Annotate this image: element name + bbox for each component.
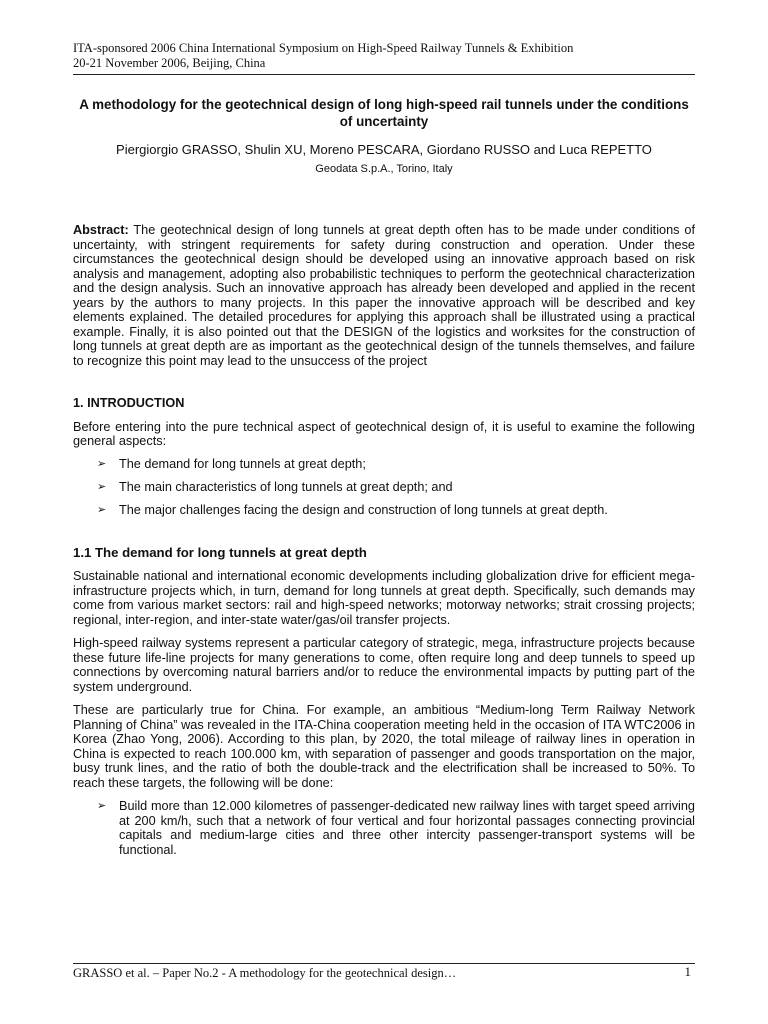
abstract-label: Abstract: bbox=[73, 223, 129, 237]
section-1-1-paragraph-2: High-speed railway systems represent a particular category of strategic, mega, infrastructure projects because these future life-line projects for many generations to come, often require long and deep tunnels to speed up connections by overcoming natural barriers and/or to reduce the environmental impacts by putting part of the system underground. bbox=[73, 636, 695, 694]
section-1-1-bullet-list bbox=[73, 799, 695, 857]
list-item bbox=[73, 480, 695, 495]
section-heading-introduction: 1. INTRODUCTION bbox=[73, 396, 185, 410]
section-1-1-paragraph-3: These are particularly true for China. For example, an ambitious “Medium-long Term Railway Network Planning of China” was revealed in the ITA-China cooperation meeting held in the occasion of ITA WTC2006 in Korea (Zhao Yong, 2006). According to this plan, by 2020, the total mileage of railway lines in operation in China is expected to reach 100.000 km, with separation of passenger and goods transportation on the major, busy trunk lines, and the ratio of both the double-track and the electrification shall be increased to 50%. To reach these targets, the following will be done: bbox=[73, 703, 695, 790]
intro-bullet-list bbox=[73, 457, 695, 518]
arrow-bullet-icon: ➢ bbox=[97, 800, 107, 813]
intro-paragraph: Before entering into the pure technical aspect of geotechnical design of, it is useful to examine the following general aspects: bbox=[73, 419, 695, 448]
list-item bbox=[73, 503, 695, 518]
paper-title: A methodology for the geotechnical design of long high-speed rail tunnels under the conditions of uncertainty bbox=[79, 97, 689, 129]
list-item-text: The demand for long tunnels at great depth; bbox=[119, 457, 366, 472]
running-footer bbox=[73, 966, 695, 981]
arrow-bullet-icon: ➢ bbox=[97, 504, 107, 517]
list-item bbox=[73, 799, 695, 857]
abstract-text: The geotechnical design of long tunnels at great depth often has to be made under conditions of uncertainty, with stringent requirements for safety during construction and operation. Under these circumstances the geotechnical design should be developed using an innovative approach based on risk analysis and management, adopting also probabilistic techniques to perform the geotechnical characterization and the design analysis. Such an innovative approach has already been developed and applied in the recent years by the authors to many projects. In this paper the innovative approach will be described and key elements explained. The detailed procedures for applying this approach shall be illustrated using a practical example. Finally, it is also pointed out that the DESIGN of the logistics and worksites for the construction of long tunnels at great depth are as important as the geotechnical design of the tunnels themselves, and failure to recognize this point may lead to the unsuccess of the project bbox=[73, 223, 695, 368]
list-item-text: Build more than 12.000 kilometres of passenger-dedicated new railway lines with target speed arriving at 200 km/h, such that a network of four vertical and four horizontal passages connecting provincial capitals and medium-large cities and three other intercity passenger-transport systems will be functional. bbox=[119, 799, 695, 857]
section-heading-1-1: 1.1 The demand for long tunnels at great depth bbox=[73, 544, 367, 560]
header-rule bbox=[73, 74, 695, 75]
list-item-text: The main characteristics of long tunnels at great depth; and bbox=[119, 480, 453, 495]
arrow-bullet-icon: ➢ bbox=[97, 481, 107, 494]
header-line-1: ITA-sponsored 2006 China International Symposium on High-Speed Railway Tunnels & Exhibition bbox=[73, 41, 574, 55]
page-number: 1 bbox=[684, 964, 691, 979]
arrow-bullet-icon: ➢ bbox=[97, 458, 107, 471]
footer-text: GRASSO et al. – Paper No.2 - A methodology for the geotechnical design… bbox=[73, 966, 457, 980]
abstract bbox=[73, 223, 695, 368]
list-item-text: The major challenges facing the design and construction of long tunnels at great depth. bbox=[119, 503, 608, 518]
footer-rule bbox=[73, 963, 695, 964]
running-header bbox=[73, 41, 695, 71]
affiliation: Geodata S.p.A., Torino, Italy bbox=[315, 163, 453, 175]
authors: Piergiorgio GRASSO, Shulin XU, Moreno PESCARA, Giordano RUSSO and Luca REPETTO bbox=[116, 142, 652, 157]
paper-body bbox=[73, 223, 695, 857]
header-line-2: 20-21 November 2006, Beijing, China bbox=[73, 56, 266, 70]
section-1-1-paragraph-1: Sustainable national and international economic developments including globalization drive for efficient mega-infrastructure projects which, in turn, demand for long tunnels at great depth. Specifically, such demands may come from various market sectors: rail and high-speed networks; motorway networks; strait crossing projects; regional, inter-region, and inter-state water/gas/oil transfer projects. bbox=[73, 569, 695, 627]
list-item bbox=[73, 457, 695, 472]
